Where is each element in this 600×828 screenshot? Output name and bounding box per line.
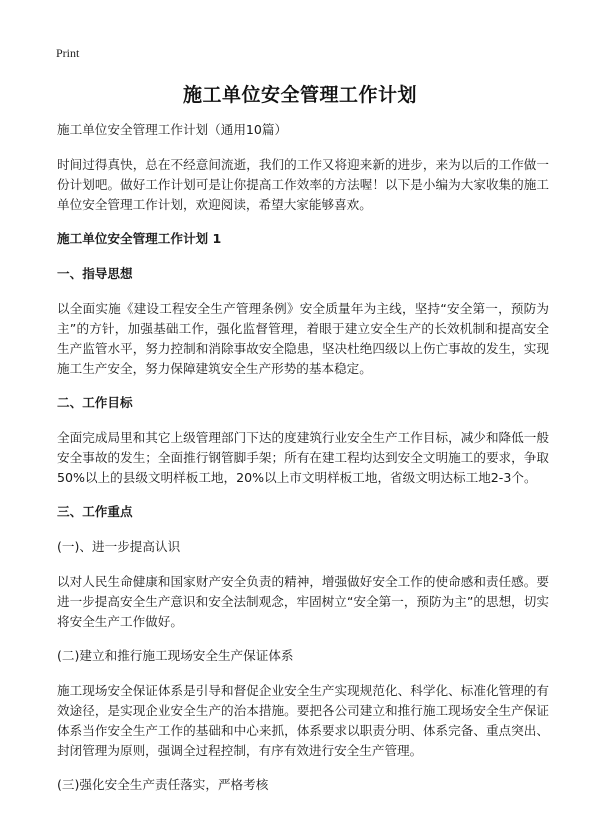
paragraph-safety-system: 施工现场安全保证体系是引导和督促企业安全生产实现规范化、科学化、标准化管理的有效途径，是实现企业安全生产的治本措施。要把各公司建立和推行施工现场安全生产保证体系当作安全生产工作的基础和中心来抓，体系要求以职责分明、体系完备、重点突出、封闭管理为原则，强调全过程控制，有序有效进行安全生产管理。 — [57, 683, 549, 758]
subheading-responsibility: (三)强化安全生产责任落实，严格考核 — [57, 777, 269, 792]
paragraph-awareness: 以对人民生命健康和国家财产安全负责的精神，增强做好安全工作的使命感和责任感。要进一步提高安全生产意识和安全法制观念，牢固树立“安全第一，预防为主”的思想，切实将安全生产工作做好。 — [57, 574, 549, 629]
print-link[interactable]: Print — [56, 46, 80, 60]
section-heading: 施工单位安全管理工作计划 1 — [57, 231, 222, 246]
heading-guiding-ideology: 一、指导思想 — [57, 266, 133, 281]
paragraph-guiding-ideology: 以全面实施《建设工程安全生产管理条例》安全质量年为主线，坚持“安全第一，预防为主”的方针，加强基础工作，强化监督管理，着眼于建立安全生产的长效机制和提高安全生产监管水平，努力控制和消除事故安全隐患，坚决杜绝四级以上伤亡事故的发生，实现施工生产安全，努力保障建筑安全生产形势的基本稳定。 — [57, 301, 549, 376]
intro-paragraph: 时间过得真快，总在不经意间流逝，我们的工作又将迎来新的进步，来为以后的工作做一份计划吧。做好工作计划可是让你提高工作效率的方法喔！以下是小编为大家收集的施工单位安全管理工作计划，欢迎阅读，希望大家能够喜欢。 — [57, 157, 549, 212]
document-body — [57, 120, 549, 810]
document-subtitle: 施工单位安全管理工作计划（通用10篇） — [57, 122, 288, 137]
subheading-safety-system: (二)建立和推行施工现场安全生产保证体系 — [57, 648, 294, 663]
paragraph-work-goals: 全面完成局里和其它上级管理部门下达的度建筑行业安全生产工作目标，减少和降低一般安全事故的发生；全面推行钢管脚手架；所有在建工程均达到安全文明施工的要求，争取50%以上的县级文明样板工地，20%以上市文明样板工地，省级文明达标工地2-3个。 — [57, 430, 549, 485]
subheading-awareness: (一)、进一步提高认识 — [57, 539, 181, 554]
page-title: 施工单位安全管理工作计划 — [182, 84, 417, 106]
heading-work-focus: 三、工作重点 — [57, 504, 133, 519]
heading-work-goals: 二、工作目标 — [57, 395, 133, 410]
